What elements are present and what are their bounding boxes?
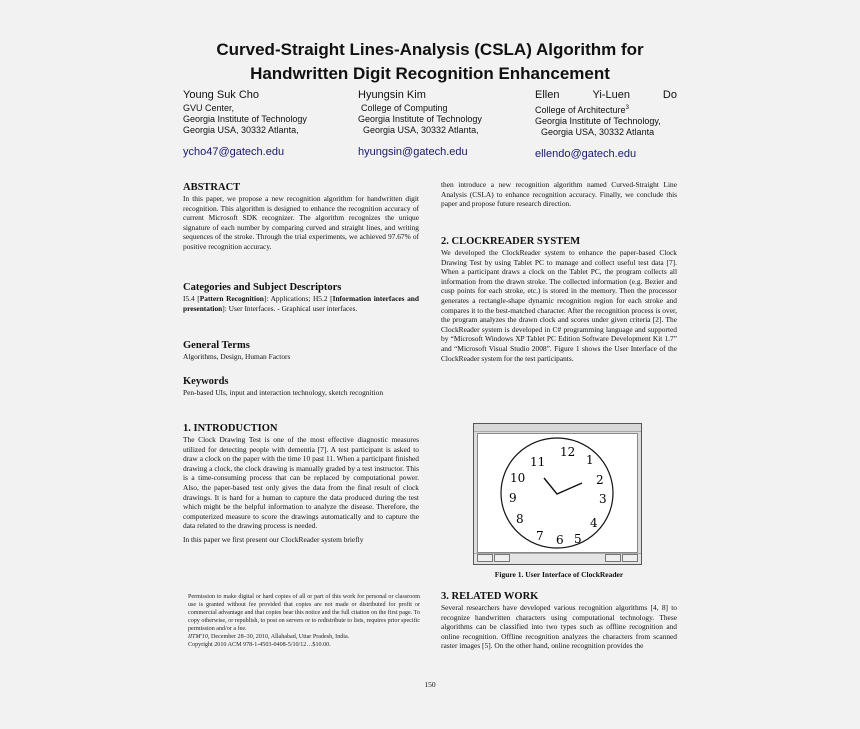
author-name-part: Ellen [535, 89, 560, 101]
author-affiliation-line: Georgia USA, 30332 Atlanta, [183, 125, 299, 135]
title-line-2: Handwritten Digit Recognition Enhancement [250, 64, 610, 83]
introduction-text: The Clock Drawing Test is one of the most effective diagnostic measures utilized for detecting people with dementia [7]. A test participant is asked to draw a clock on the paper with the time 10 past 11. When a participant finished drawing a clock, the clock drawing is manually graded by a test instructor. This is a time-consuming process that can be replaced by computational power. Also, the paper-based test only gives the data from the final result of clock drawings. It is hard for a human to capture the data produced during the test which might be the helpful information to analyze the disease. Therefore, the computerized measure to score the drawings automatically and to capture the data related to the drawing process is needed. [183, 435, 419, 531]
clock-digit: 4 [590, 516, 598, 530]
clock-digit: 2 [596, 473, 604, 487]
clock-digit: 12 [560, 445, 576, 459]
paper-title [150, 38, 710, 86]
author-affiliation-line: Georgia Institute of Technology, [535, 116, 661, 126]
clock-digit: 10 [510, 471, 526, 485]
abstract-text: In this paper, we propose a new recognition algorithm for handwritten digit recognition. This algorithm is designed to enhance the recognition accuracy of current Microsoft SDK recognizer. The algorithm recognizes the unique signature of each number by comparing curved and straight lines, and writing sequences of the stroke. Through the trial experiments, we achieved 97.67% of positive recognition accuracy. [183, 194, 419, 251]
author-affiliation-line: Georgia Institute of Technology [358, 114, 482, 124]
keywords-section [183, 375, 419, 398]
clockreader-heading: 2. CLOCKREADER SYSTEM [441, 236, 581, 247]
author-affiliation-line: Georgia USA, 30332 Atlanta [541, 127, 655, 137]
author-email[interactable]: ycho47@gatech.edu [183, 146, 285, 158]
clock-digit: 3 [599, 492, 607, 506]
general-terms-heading: General Terms [183, 340, 250, 351]
author-block-1 [183, 88, 353, 159]
categories-text: I5.4 [Pattern Recognition]: Applications; H5.2 [Information interfaces and presentation]: User Interfaces. - Graphical user interfaces. [183, 294, 419, 313]
author-name: Hyungsin Kim [358, 89, 426, 101]
footnote-text: Permission to make digital or hard copies of all or part of this work for personal or classroom use is granted without fee provided that copies are not made or distributed for profit or commercial advantage and that copies bear this notice and the full citation on the first page. To copy otherwise, or republish, to post on servers or to redistribute to lists, requires prior specific permission and/or a fee. [188, 594, 420, 632]
clock-digit: 5 [574, 532, 582, 546]
clock-digit: 8 [516, 512, 524, 526]
author-name-part: Do [662, 89, 677, 101]
general-terms-section [183, 339, 419, 362]
abstract-heading: ABSTRACT [183, 182, 241, 193]
footnote-copyright: Copyright 2010 ACM 978-1-4503-0408-5/10/12…$10.00. [188, 642, 331, 648]
author-block-3 [535, 88, 677, 161]
author-affiliation-line: GVU Center, [183, 103, 235, 113]
clock-hands [544, 478, 582, 494]
figure-drawing-canvas [477, 433, 638, 553]
author-affiliation-line: Georgia USA, 30332 Atlanta, [363, 125, 479, 135]
keywords-text: Pen-based UIs, input and interaction technology, sketch recognition [183, 388, 384, 397]
intro-continued [441, 180, 677, 209]
categories-heading: Categories and Subject Descriptors [183, 282, 342, 293]
clock-digit: 7 [536, 529, 544, 543]
keywords-heading: Keywords [183, 376, 229, 387]
clock-digit: 9 [509, 491, 517, 505]
author-name: Young Suk Cho [183, 89, 260, 101]
affiliation-superscript: 3 [625, 105, 629, 111]
window-button[interactable] [622, 554, 638, 562]
categories-section [183, 281, 419, 313]
window-button[interactable] [494, 554, 510, 562]
permission-footnote [188, 593, 420, 649]
author-block-2 [358, 88, 528, 159]
figure-window-titlebar [474, 424, 641, 432]
author-affiliation-line: College of Computing [361, 103, 448, 113]
title-line-1: Curved-Straight Lines-Analysis (CSLA) Algorithm for [216, 40, 644, 59]
general-terms-text: Algorithms, Design, Human Factors [183, 352, 291, 361]
intro-continued-text: then introduce a new recognition algorithm named Curved-Straight Line Analysis (CSLA) to enhance recognition accuracy. Finally, we conclude this paper and propose future research direction. [441, 180, 677, 209]
clockreader-section [441, 235, 677, 363]
author-email[interactable]: hyungsin@gatech.edu [358, 146, 468, 158]
author-name [535, 88, 677, 102]
clockreader-ui-figure [473, 423, 642, 565]
footnote-venue: IITM'10, December 28–30, 2010, Allahabad, Uttar Pradesh, India. [188, 634, 350, 640]
author-affiliation-line: College of Architecture$^3$ [535, 105, 629, 115]
window-button[interactable] [605, 554, 621, 562]
page-number: 150 [424, 680, 436, 689]
author-email[interactable]: ellendo@gatech.edu [535, 148, 637, 160]
related-work-section [441, 590, 677, 651]
abstract-section [183, 181, 419, 252]
clockreader-text: We developed the ClockReader system to enhance the paper-based Clock Drawing Test by using Tablet PC to manage and collect useful test data [7]. When a participant draws a clock on the Tablet PC, the program collects all information from the drawn stroke. The collected information (e.g. Bezier and cusp points for each stroke, etc.) is stored in the memory. Then the processor generates a rectangle-shape dynamic recognition region for each stroke and compares it to the best-matched character. After the recognition process is over, the program analyzes the drawn clock and scores under given criteria [2]. The ClockReader system is developed in C# programming language and supported by “Microsoft Windows XP Tablet PC Edition Software Development Kit 1.7” and “Microsoft Visual Studio 2008”. Figure 1 shows the User Interface of the ClockReader system for the test participants. [441, 248, 677, 363]
figure-caption: Figure 1. User Interface of ClockReader [494, 570, 624, 579]
clock-drawing [478, 434, 637, 552]
window-button[interactable] [477, 554, 493, 562]
author-affiliation-line: Georgia Institute of Technology [183, 114, 307, 124]
clock-digit: 6 [556, 533, 564, 547]
clock-digit: 1 [586, 453, 594, 467]
introduction-heading: 1. INTRODUCTION [183, 423, 278, 434]
related-work-heading: 3. RELATED WORK [441, 591, 539, 602]
introduction-section [183, 422, 419, 545]
introduction-text-2: In this paper we first present our ClockReader system briefly [183, 534, 364, 544]
author-name-part: Yi-Luen [592, 89, 630, 101]
related-work-text: Several researchers have developed various recognition algorithms [4, 8] to recognize handwritten characters using computational technology. These algorithms can be classified into two types such as offline recognition and online recognition. Offline recognition analyzes the characters from scanned raster images [5]. On the other hand, online recognition provides the [441, 603, 677, 651]
figure-window-statusbar [474, 553, 641, 564]
clock-digit: 11 [530, 455, 546, 469]
